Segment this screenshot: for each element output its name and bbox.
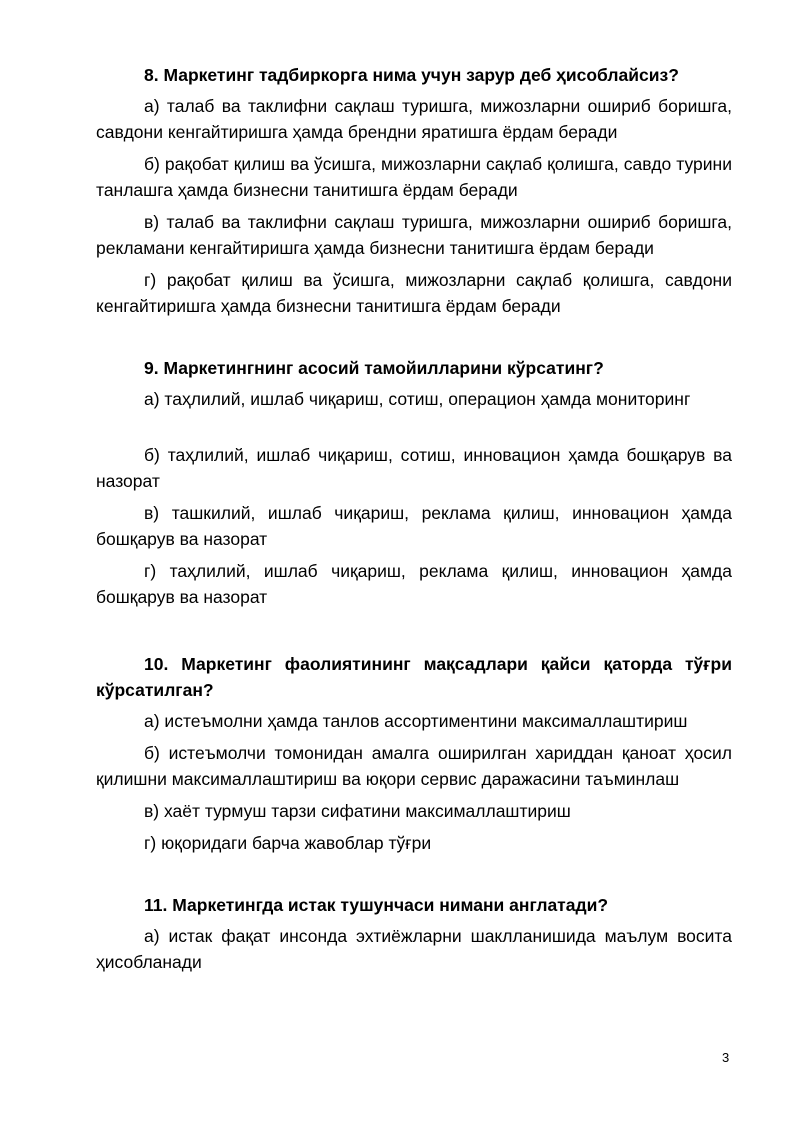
question-10-option-c: в) хаёт турмуш тарзи сифатини максималлаштириш <box>144 801 571 821</box>
question-8-option-c: в) талаб ва таклифни сақлаш туришга, мижозларни ошириб боришга, рекламани кенгайтиришга ҳамда бизнесни танитишга ёрдам беради <box>96 212 732 258</box>
page-number: 3 <box>722 1050 730 1065</box>
question-10-title: 10. Маркетинг фаолиятининг мақсадлари қайси қаторда тўғри кўрсатилган? <box>96 654 732 700</box>
question-8-option-d: г) рақобат қилиш ва ўсишга, мижозларни сақлаб қолишга, савдони кенгайтиришга ҳамда бизнесни танитишга ёрдам беради <box>96 270 732 316</box>
question-11-option-a: а) истак фақат инсонда эхтиёжларни шаклланишида маълум восита ҳисобланади <box>96 926 732 972</box>
question-9-option-c: в) ташкилий, ишлаб чиқариш, реклама қилиш, инновацион ҳамда бошқарув ва назорат <box>96 503 732 549</box>
question-9-option-d: г) таҳлилий, ишлаб чиқариш, реклама қилиш, инновацион ҳамда бошқарув ва назорат <box>96 561 732 607</box>
question-8-option-b: б) рақобат қилиш ва ўсишга, мижозларни сақлаб қолишга, савдо турини танлашга ҳамда бизнесни танитишга ёрдам беради <box>96 154 732 200</box>
question-10-option-d: г) юқоридаги барча жавоблар тўғри <box>144 833 432 853</box>
question-8-title: 8. Маркетинг тадбиркорга нима учун зарур деб ҳисоблайсиз? <box>144 65 679 85</box>
question-9-option-b: б) таҳлилий, ишлаб чиқариш, сотиш, инновацион ҳамда бошқарув ва назорат <box>96 445 732 491</box>
question-10-option-a: а) истеъмолни ҳамда танлов ассортиментини максималлаштириш <box>144 711 688 731</box>
question-8-option-a: а) талаб ва таклифни сақлаш туришга, мижозларни ошириб боришга, савдони кенгайтиришга ҳамда брендни яратишга ёрдам беради <box>96 96 732 142</box>
question-10-option-b: б) истеъмолчи томонидан амалга оширилган хариддан қаноат ҳосил қилишни максималлаштириш ва юқори сервис даражасини таъминлаш <box>96 743 732 789</box>
question-9-option-a: а) таҳлилий, ишлаб чиқариш, сотиш, операцион ҳамда мониторинг <box>144 389 691 409</box>
document-page <box>96 58 732 975</box>
question-9-title: 9. Маркетингнинг асосий тамойилларини кўрсатинг? <box>144 358 604 378</box>
question-11-title: 11. Маркетингда истак тушунчаси нимани англатади? <box>144 895 609 915</box>
